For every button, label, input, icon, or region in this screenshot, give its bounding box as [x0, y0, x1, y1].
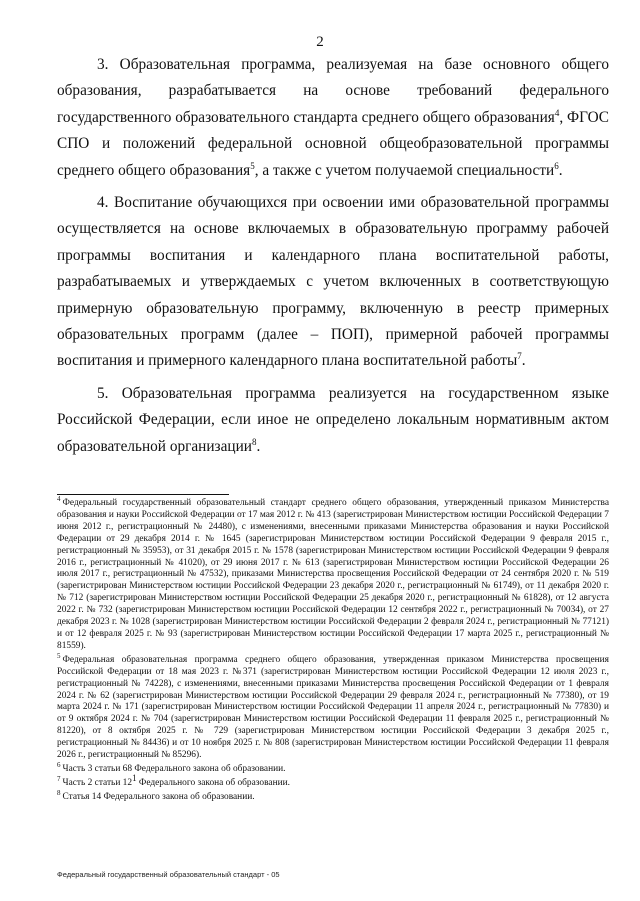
footnote-text: Часть 3 статьи 68 Федерального закона об образовании. [62, 763, 286, 774]
footnote-5 [57, 651, 609, 762]
footnote-text: Федерального закона об образовании. [136, 777, 290, 788]
paragraph-4 [57, 190, 609, 375]
paragraph-text: , ФГОС СПО и положений федеральной основной общеобразовательной программы среднего общего образования [57, 108, 609, 179]
paragraph-5 [57, 381, 609, 460]
footnote-mark: 4 [57, 494, 61, 503]
paragraph-text: . [521, 352, 526, 370]
page-number: 2 [316, 34, 324, 50]
paragraph-text: 3. Образовательная программа, реализуемая на базе основного общего образования, разрабатывается на основе требований федерального государственного образовательного стандарта среднего общего образования [57, 56, 609, 126]
paragraph-text: . [256, 437, 261, 455]
body-text [57, 52, 609, 466]
footnote-ref-7: 7 [517, 351, 522, 362]
footnote-separator [57, 494, 229, 495]
footnote-text: Статья 14 Федерального закона об образовании. [62, 791, 255, 802]
footnote-8 [57, 788, 609, 804]
footnote-ref-4: 4 [554, 107, 560, 118]
footnote-ref-6: 6 [554, 160, 559, 171]
footnote-mark: 6 [57, 760, 61, 769]
paragraph-text: 4. Воспитание обучающихся при освоении ими образовательной программы осуществляется на основе включаемых в образовательную программу рабочей программы воспитания и календарного плана воспитательной работы, разрабатываемых и утверждаемых с учетом включенных в соответствующую примерную образовательную программу, включенную в реестр примерных образовательных программ (далее – ПОП), примерной рабочей программы воспитания и примерного календарного плана воспитательной работы [57, 194, 609, 370]
footnote-mark: 8 [57, 788, 61, 797]
footnotes [57, 494, 609, 806]
footnote-7 [57, 772, 609, 790]
paragraph-3 [57, 52, 609, 184]
footnote-text: Часть 2 статьи 12 [62, 777, 133, 788]
page-footer: Федеральный государственный образовательный стандарт - 05 [57, 870, 280, 879]
footnote-ref-8: 8 [251, 436, 257, 447]
footnote-ref-5: 5 [250, 160, 255, 171]
paragraph-text: 5. Образовательная программа реализуется на государственном языке Российской Федерации, если иное не определено локальным нормативным актом образовательной организации [57, 384, 609, 455]
superscript: 1 [132, 772, 137, 783]
footnote-6 [57, 760, 609, 776]
footnote-mark: 5 [57, 651, 61, 660]
footnote-mark: 7 [57, 774, 61, 783]
footnote-text: Федеральный государственный образовательный стандарт среднего общего образования, утвержденный приказом Министерства образования и науки Российской Федерации от 17 мая 2012 г. № 413 (зарегистрирован Министерством юстиции Российской Федерации 7 июня 2012 г., регистрационный № 24480), с изменениями, внесенными приказами Министерства образования и науки Российской Федерации от 29 декабря 2014 г. № 1645 (зарегистрирован Министерством юстиции Российской Федерации 9 февраля 2015 г., регистрационный № 35953), от 31 декабря 2015 г. № 1578 (зарегистрирован Министерством юстиции Российской Федерации 9 февраля 2016 г., регистрационный № 41020), от 29 июня 2017 г. № 613 (зарегистрирован Министерством юстиции Российской Федерации 26 июля 2017 г., регистрационный № 47532), приказами Министерства просвещения Российской Федерации от 24 сентября 2020 г. № 519 (зарегистрирован Министерством юстиции Российской Федерации 23 декабря 2020 г., регистрационный № 61749), от 11 декабря 2020 г. № 712 (зарегистрирован Министерством юстиции Российской Федерации 25 декабря 2020 г., регистрационный № 61828), от 12 августа 2022 г. № 732 (зарегистрирован Министерством юстиции Российской Федерации 12 сентября 2022 г., регистрационный № 70034), от 27 декабря 2023 г. № 1028 (зарегистрирован Министерством юстиции Российской Федерации 2 февраля 2024 г., регистрационный № 77121) и от 12 февраля 2025 г. № 93 (зарегистрирован Министерством юстиции Российской Федерации 17 марта 2025 г., регистрационный № 81559). [57, 498, 609, 651]
footnote-text: Федеральная образовательная программа среднего общего образования, утвержденная приказом Министерства просвещения Российской Федерации от 18 мая 2023 г. №371 (зарегистрирован Министерством юстиции Российской Федерации 12 июля 2023 г., регистрационный № 74228), с изменениями, внесенными приказами Министерства просвещения Российской Федерации от 1 февраля 2024 г. № 62 (зарегистрирован Министерством юстиции Российской Федерации 29 февраля 2024 г., регистрационный № 77380), от 19 марта 2024 г. № 171 (зарегистрирован Министерством юстиции Российской Федерации 11 апреля 2024 г., регистрационный № 77830) и от 9 октября 2024 г. № 704 (зарегистрирован Министерством юстиции Российской Федерации 11 февраля 2025 г., регистрационный № 81220), от 8 октября 2025 г. № 729 (зарегистрирован Министерством юстиции Российской Федерации 3 декабря 2025 г., регистрационный № 84436) и от 10 ноября 2025 г. № 808 (зарегистрирован Министерством юстиции Российской Федерации 11 февраля 2026 г., регистрационный № 85296). [57, 654, 609, 761]
footnote-4 [57, 494, 609, 653]
paragraph-text: , а также с учетом получаемой специальности [254, 161, 555, 179]
paragraph-text: . [558, 161, 563, 179]
